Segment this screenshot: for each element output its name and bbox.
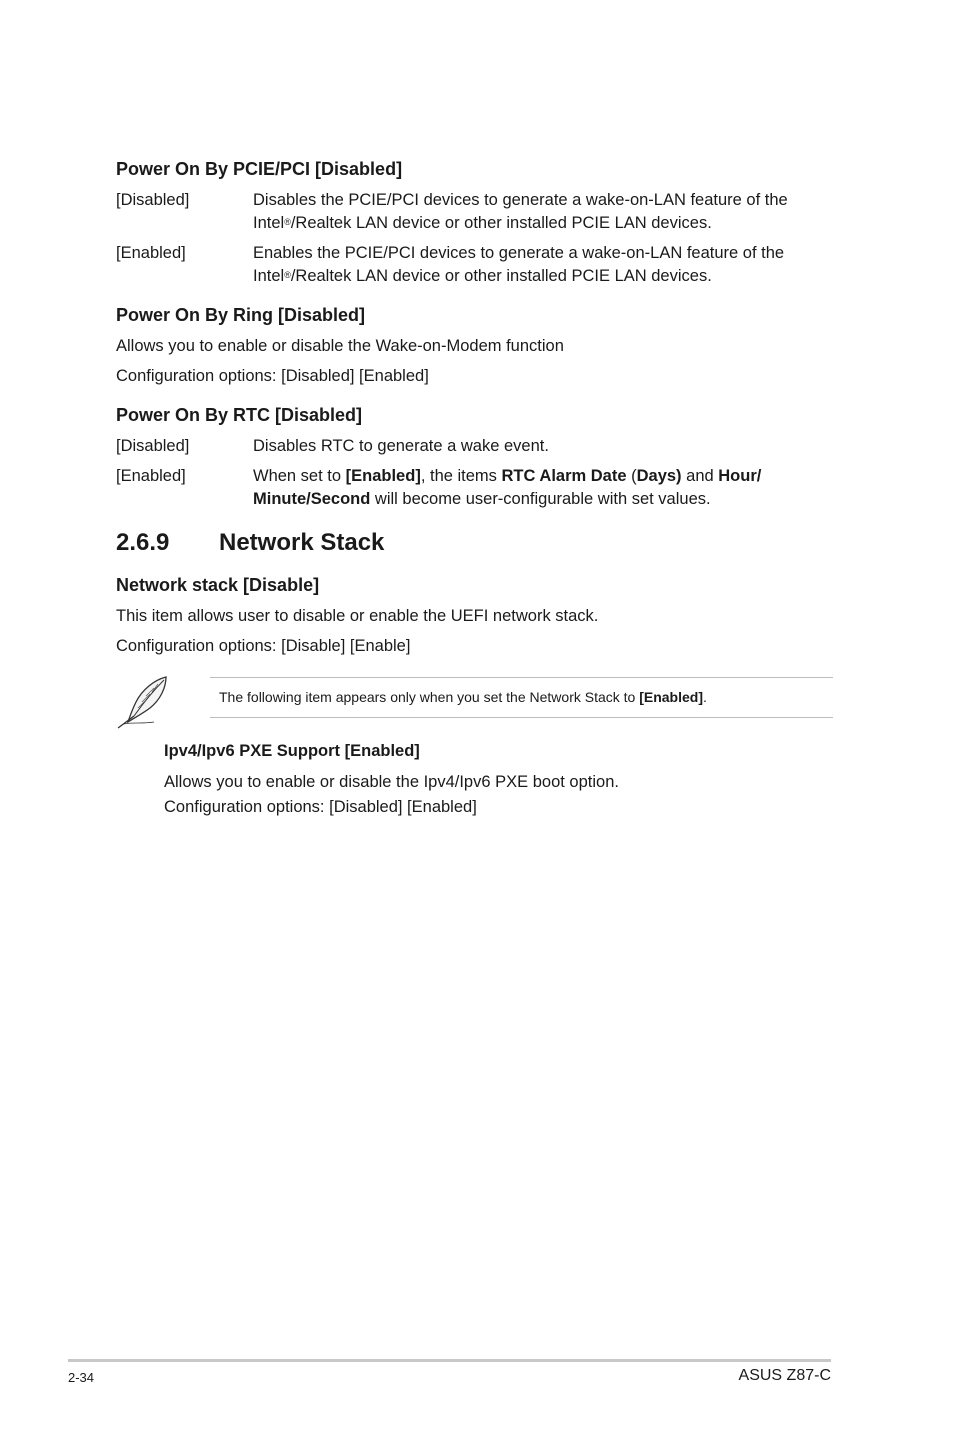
note-bottom-rule xyxy=(210,717,833,718)
product-name: ASUS Z87-C xyxy=(738,1367,831,1384)
text-run: ( xyxy=(626,467,637,485)
pcie-option-disabled-label: [Disabled] xyxy=(116,191,190,209)
registered-mark: ® xyxy=(284,217,291,227)
brand-intel: Intel xyxy=(253,214,285,232)
rtc-enabled-line2 xyxy=(253,488,843,511)
footer-rule xyxy=(68,1359,831,1362)
pcie-disabled-line2-rest: /Realtek LAN device or other installed PCIE LAN devices. xyxy=(290,214,712,232)
ring-heading: Power On By Ring [Disabled] xyxy=(116,305,366,325)
brand-intel: Intel xyxy=(253,267,285,285)
ring-description: Allows you to enable or disable the Wake-on-Modem function xyxy=(116,337,564,355)
rtc-option-enabled-label: [Enabled] xyxy=(116,467,186,485)
registered-mark: ® xyxy=(284,270,291,280)
note-text xyxy=(219,689,707,705)
section-number: 2.6.9 xyxy=(116,529,170,556)
bold-run: Minute/Second xyxy=(253,490,371,508)
pxe-config-options: Configuration options: [Disabled] [Enabled] xyxy=(164,798,477,816)
rtc-heading: Power On By RTC [Disabled] xyxy=(116,405,363,425)
note-top-rule xyxy=(210,677,833,678)
text-run: will become user-configurable with set values. xyxy=(370,490,711,508)
bold-run: [Enabled] xyxy=(345,467,421,485)
pcie-option-enabled-desc xyxy=(253,242,843,288)
section-title: Network Stack xyxy=(219,529,385,556)
text-run: and xyxy=(681,467,719,485)
bold-run: Hour/ xyxy=(718,467,762,485)
pxe-heading: Ipv4/Ipv6 PXE Support [Enabled] xyxy=(164,742,420,760)
network-stack-config-options: Configuration options: [Disable] [Enable] xyxy=(116,637,411,655)
text-run: . xyxy=(703,689,707,705)
pcie-option-enabled-label: [Enabled] xyxy=(116,244,186,262)
pxe-description: Allows you to enable or disable the Ipv4/Ipv6 PXE boot option. xyxy=(164,773,619,791)
bold-run: RTC Alarm Date xyxy=(501,467,627,485)
rtc-option-disabled-desc: Disables RTC to generate a wake event. xyxy=(253,437,549,455)
network-stack-description: This item allows user to disable or enable the UEFI network stack. xyxy=(116,607,599,625)
pcie-enabled-line2 xyxy=(253,265,843,288)
bold-run: [Enabled] xyxy=(639,689,703,705)
pcie-heading: Power On By PCIE/PCI [Disabled] xyxy=(116,159,403,179)
pcie-option-disabled-desc xyxy=(253,189,843,235)
network-stack-heading: Network stack [Disable] xyxy=(116,575,320,595)
page-number: 2-34 xyxy=(68,1370,95,1385)
text-run: , the items xyxy=(420,467,502,485)
rtc-enabled-line1 xyxy=(253,465,843,488)
bold-run: Days) xyxy=(636,467,682,485)
text-run: The following item appears only when you set the Network Stack to xyxy=(219,689,640,705)
feather-quill-icon xyxy=(114,672,174,732)
pcie-disabled-line1: Disables the PCIE/PCI devices to generate a wake-on-LAN feature of the xyxy=(253,191,788,209)
rtc-option-disabled-label: [Disabled] xyxy=(116,437,190,455)
pcie-disabled-line2 xyxy=(253,212,843,235)
ring-config-options: Configuration options: [Disabled] [Enabled] xyxy=(116,367,429,385)
text-run: When set to xyxy=(253,467,346,485)
rtc-option-enabled-desc xyxy=(253,465,843,511)
pcie-enabled-line2-rest: /Realtek LAN device or other installed PCIE LAN devices. xyxy=(290,267,712,285)
pcie-enabled-line1: Enables the PCIE/PCI devices to generate a wake-on-LAN feature of the xyxy=(253,244,785,262)
